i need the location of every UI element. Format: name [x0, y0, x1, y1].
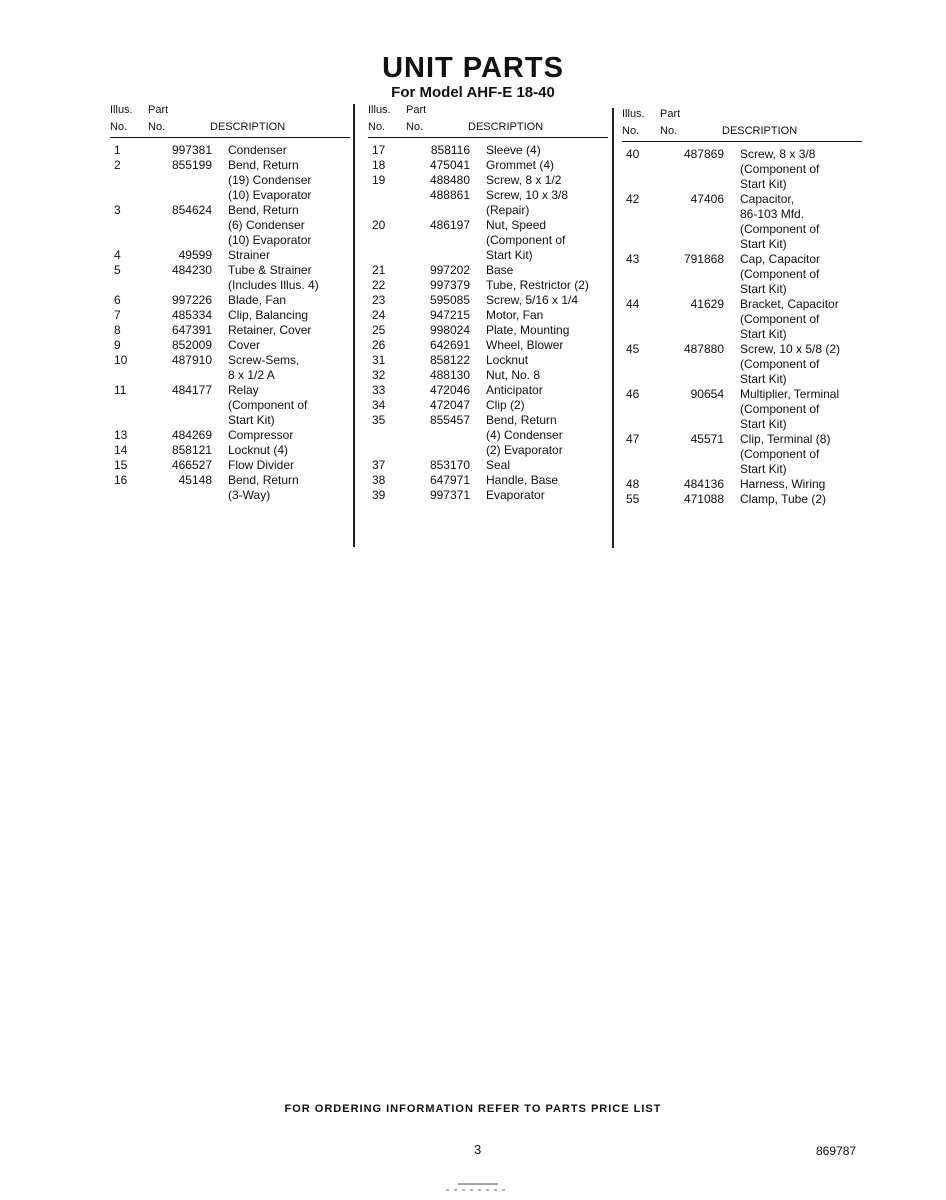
- part-row: [622, 492, 862, 507]
- illus-number: 45: [626, 342, 640, 356]
- description-line: Grommet (4): [486, 158, 555, 172]
- illus-number: 14: [114, 443, 128, 457]
- description-line: 86-103 Mfd.: [740, 207, 805, 221]
- part-row: [368, 263, 608, 278]
- part-description: [486, 383, 608, 398]
- part-number: 488480: [429, 173, 470, 187]
- part-row: [110, 143, 350, 158]
- part-row: [368, 158, 608, 173]
- column-divider: [353, 104, 355, 547]
- part-number: 791868: [683, 252, 724, 266]
- illus-number: 32: [372, 368, 386, 382]
- part-description: [740, 192, 862, 252]
- description-line: Clip (2): [486, 398, 525, 412]
- description-line: Bend, Return: [228, 158, 299, 172]
- description-line: Sleeve (4): [486, 143, 541, 157]
- part-number: 487910: [171, 353, 212, 367]
- description-line: (4) Condenser: [486, 428, 563, 442]
- part-description: [486, 143, 608, 158]
- description-line: Cap, Capacitor: [740, 252, 821, 266]
- part-description: [486, 293, 608, 308]
- part-number: 997371: [429, 488, 470, 502]
- illus-number: 21: [372, 263, 386, 277]
- header-no: No.: [368, 121, 386, 133]
- header-no: No.: [406, 121, 424, 133]
- part-description: [228, 323, 350, 338]
- description-line: Retainer, Cover: [228, 323, 312, 337]
- part-row: [368, 398, 608, 413]
- description-line: Screw, 10 x 3/8: [486, 188, 569, 202]
- part-row: [110, 293, 350, 308]
- part-number: 484230: [171, 263, 212, 277]
- part-number: 997379: [429, 278, 470, 292]
- part-description: [740, 492, 862, 507]
- description-line: Seal: [486, 458, 511, 472]
- description-line: Compressor: [228, 428, 294, 442]
- illus-number: 40: [626, 147, 640, 161]
- description-line: Cover: [228, 338, 261, 352]
- part-description: [486, 458, 608, 473]
- part-number: 475041: [429, 158, 470, 172]
- part-row: [110, 158, 350, 203]
- part-description: [228, 428, 350, 443]
- illus-number: 1: [114, 143, 121, 157]
- part-row: [622, 387, 862, 432]
- page-number: 3: [474, 1142, 482, 1157]
- description-line: Start Kit): [228, 413, 275, 427]
- illus-number: 42: [626, 192, 640, 206]
- part-description: [486, 158, 608, 173]
- header-no: No.: [148, 121, 166, 133]
- illus-number: 47: [626, 432, 640, 446]
- part-row: [110, 338, 350, 353]
- part-number: 997226: [171, 293, 212, 307]
- illus-number: 8: [114, 323, 121, 337]
- description-line: Screw, 10 x 5/8 (2): [740, 342, 841, 356]
- part-description: [740, 342, 862, 387]
- part-number: 642691: [429, 338, 470, 352]
- part-description: [228, 353, 350, 383]
- part-description: [228, 458, 350, 473]
- part-description: [228, 248, 350, 263]
- part-number: 466527: [171, 458, 212, 472]
- part-number: 647971: [429, 473, 470, 487]
- part-row: [622, 297, 862, 342]
- part-number: 853170: [429, 458, 470, 472]
- illus-number: 34: [372, 398, 386, 412]
- description-line: Screw-Sems,: [228, 353, 300, 367]
- part-number: 997202: [429, 263, 470, 277]
- description-line: 8 x 1/2 A: [228, 368, 275, 382]
- part-number: 486197: [429, 218, 470, 232]
- document-number: 869787: [816, 1144, 857, 1158]
- description-line: Start Kit): [740, 282, 787, 296]
- description-line: Relay: [228, 383, 259, 397]
- part-row: [368, 173, 608, 188]
- part-description: [740, 252, 862, 297]
- part-row: [622, 477, 862, 492]
- part-number: 472047: [429, 398, 470, 412]
- illus-number: 11: [114, 383, 127, 397]
- description-line: (Includes Illus. 4): [228, 278, 319, 292]
- description-line: Anticipator: [486, 383, 543, 397]
- part-description: [228, 443, 350, 458]
- parts-rows: [622, 147, 862, 507]
- description-line: (6) Condenser: [228, 218, 305, 232]
- part-description: [228, 263, 350, 293]
- part-number: 471088: [683, 492, 724, 506]
- description-line: Start Kit): [740, 327, 787, 341]
- part-description: [228, 158, 350, 203]
- description-line: (Component of: [740, 312, 820, 326]
- part-description: [486, 473, 608, 488]
- description-line: Clip, Balancing: [228, 308, 309, 322]
- description-line: Screw, 5/16 x 1/4: [486, 293, 579, 307]
- description-line: Strainer: [228, 248, 271, 262]
- description-line: Multiplier, Terminal: [740, 387, 840, 401]
- part-number: 858116: [430, 143, 470, 157]
- description-line: Locknut (4): [228, 443, 289, 457]
- description-line: (Component of: [740, 267, 820, 281]
- part-row: [110, 308, 350, 323]
- description-line: Locknut: [486, 353, 529, 367]
- illus-number: 15: [114, 458, 128, 472]
- header-part: Part: [406, 104, 427, 116]
- illus-number: 48: [626, 477, 640, 491]
- part-description: [486, 338, 608, 353]
- description-line: (Component of: [228, 398, 308, 412]
- part-number: 488861: [429, 188, 470, 202]
- part-description: [486, 173, 608, 188]
- page-subtitle: For Model AHF-E 18-40: [391, 84, 555, 101]
- illus-number: 3: [114, 203, 121, 217]
- illus-number: 37: [372, 458, 386, 472]
- header-rule: [368, 137, 608, 138]
- part-row: [368, 278, 608, 293]
- part-number: 45571: [690, 432, 724, 446]
- part-row: [622, 432, 862, 477]
- description-line: Clip, Terminal (8): [740, 432, 831, 446]
- illus-number: 18: [372, 158, 386, 172]
- part-row: [622, 147, 862, 192]
- description-line: Bend, Return: [486, 413, 557, 427]
- description-line: Start Kit): [740, 462, 787, 476]
- illus-number: 4: [114, 248, 121, 262]
- part-number: 484136: [683, 477, 724, 491]
- illus-number: 2: [114, 158, 121, 172]
- description-line: (Component of: [740, 357, 820, 371]
- header-illus: Illus.: [622, 108, 645, 120]
- header-description: DESCRIPTION: [722, 125, 798, 137]
- description-line: Screw, 8 x 3/8: [740, 147, 816, 161]
- description-line: Base: [486, 263, 514, 277]
- illus-number: 25: [372, 323, 386, 337]
- part-number: 854624: [171, 203, 212, 217]
- illus-number: 23: [372, 293, 386, 307]
- header-description: DESCRIPTION: [468, 121, 544, 133]
- illus-number: 20: [372, 218, 386, 232]
- illus-number: 35: [372, 413, 386, 427]
- description-line: Start Kit): [740, 177, 787, 191]
- illus-number: 17: [372, 143, 386, 157]
- part-row: [368, 338, 608, 353]
- part-description: [228, 203, 350, 248]
- header-no: No.: [110, 121, 128, 133]
- column-header: [110, 104, 350, 138]
- description-line: (Component of: [740, 402, 820, 416]
- illus-number: 9: [114, 338, 121, 352]
- part-number: 997381: [171, 143, 212, 157]
- illus-number: 10: [114, 353, 128, 367]
- part-row: [368, 218, 608, 263]
- part-number: 852009: [171, 338, 212, 352]
- part-number: 472046: [429, 383, 470, 397]
- part-number: 45148: [178, 473, 212, 487]
- part-description: [486, 368, 608, 383]
- illus-number: 39: [372, 488, 386, 502]
- part-number: 855457: [429, 413, 470, 427]
- part-row: [110, 353, 350, 383]
- part-number: 595085: [429, 293, 470, 307]
- illus-number: 7: [114, 308, 121, 322]
- part-row: [368, 458, 608, 473]
- part-description: [228, 338, 350, 353]
- header-illus: Illus.: [368, 104, 391, 116]
- part-row: [368, 188, 608, 218]
- part-row: [110, 443, 350, 458]
- scan-mark: [438, 1180, 518, 1192]
- part-row: [110, 458, 350, 473]
- description-line: Blade, Fan: [228, 293, 287, 307]
- parts-column-1: [110, 104, 350, 503]
- header-no: No.: [622, 125, 640, 137]
- description-line: (Repair): [486, 203, 530, 217]
- part-number: 855199: [171, 158, 212, 172]
- description-line: (Component of: [740, 162, 820, 176]
- description-line: Bend, Return: [228, 473, 299, 487]
- description-line: Start Kit): [740, 372, 787, 386]
- part-row: [110, 428, 350, 443]
- header-no: No.: [660, 125, 678, 137]
- column-header: [622, 108, 862, 142]
- part-row: [622, 192, 862, 252]
- part-row: [110, 263, 350, 293]
- part-row: [368, 323, 608, 338]
- description-line: Evaporator: [486, 488, 545, 502]
- header-part: Part: [660, 108, 681, 120]
- part-row: [368, 473, 608, 488]
- description-line: (3-Way): [228, 488, 271, 502]
- illus-number: 26: [372, 338, 386, 352]
- illus-number: 46: [626, 387, 640, 401]
- part-description: [740, 432, 862, 477]
- part-description: [228, 383, 350, 428]
- description-line: Flow Divider: [228, 458, 295, 472]
- part-row: [368, 368, 608, 383]
- part-number: 647391: [171, 323, 212, 337]
- parts-rows: [110, 143, 350, 503]
- part-number: 858122: [429, 353, 470, 367]
- part-description: [740, 387, 862, 432]
- part-description: [228, 473, 350, 503]
- header-rule: [622, 141, 862, 142]
- part-description: [486, 308, 608, 323]
- part-description: [486, 188, 608, 218]
- parts-rows: [368, 143, 608, 503]
- part-description: [228, 293, 350, 308]
- part-description: [486, 398, 608, 413]
- description-line: Condenser: [228, 143, 287, 157]
- description-line: Tube, Restrictor (2): [486, 278, 589, 292]
- part-description: [486, 413, 608, 458]
- part-description: [228, 308, 350, 323]
- part-number: 41629: [690, 297, 724, 311]
- header-rule: [110, 137, 350, 138]
- illus-number: 13: [114, 428, 128, 442]
- part-description: [486, 218, 608, 263]
- description-line: Motor, Fan: [486, 308, 544, 322]
- illus-number: 43: [626, 252, 640, 266]
- part-description: [740, 297, 862, 342]
- description-line: Bend, Return: [228, 203, 299, 217]
- description-line: Start Kit): [740, 237, 787, 251]
- part-number: 485334: [171, 308, 212, 322]
- part-row: [368, 383, 608, 398]
- description-line: Bracket, Capacitor: [740, 297, 839, 311]
- description-line: Start Kit): [486, 248, 533, 262]
- part-row: [368, 353, 608, 368]
- part-number: 488130: [429, 368, 470, 382]
- part-row: [368, 488, 608, 503]
- illus-number: 24: [372, 308, 386, 322]
- part-number: 947215: [429, 308, 470, 322]
- part-number: 484177: [171, 383, 212, 397]
- description-line: Clamp, Tube (2): [740, 492, 827, 506]
- description-line: (Component of: [486, 233, 566, 247]
- description-line: Handle, Base: [486, 473, 559, 487]
- column-header: [368, 104, 608, 138]
- description-line: Tube & Strainer: [228, 263, 312, 277]
- part-row: [110, 203, 350, 248]
- description-line: Capacitor,: [740, 192, 795, 206]
- description-line: (10) Evaporator: [228, 233, 312, 247]
- part-row: [368, 293, 608, 308]
- description-line: Plate, Mounting: [486, 323, 570, 337]
- illus-number: 55: [626, 492, 640, 506]
- ordering-footer: FOR ORDERING INFORMATION REFER TO PARTS PRICE LIST: [284, 1103, 662, 1115]
- part-number: 998024: [429, 323, 470, 337]
- parts-column-2: [368, 104, 608, 503]
- part-row: [110, 473, 350, 503]
- illus-number: 6: [114, 293, 121, 307]
- parts-column-3: [622, 108, 862, 507]
- description-line: Nut, No. 8: [486, 368, 541, 382]
- illus-number: 5: [114, 263, 121, 277]
- description-line: Screw, 8 x 1/2: [486, 173, 562, 187]
- part-number: 487869: [683, 147, 724, 161]
- description-line: (2) Evaporator: [486, 443, 563, 457]
- description-line: (Component of: [740, 447, 820, 461]
- part-row: [368, 143, 608, 158]
- description-line: Wheel, Blower: [486, 338, 564, 352]
- description-line: (10) Evaporator: [228, 188, 312, 202]
- description-line: Nut, Speed: [486, 218, 547, 232]
- part-row: [110, 383, 350, 428]
- part-description: [486, 278, 608, 293]
- illus-number: 19: [372, 173, 386, 187]
- part-row: [622, 342, 862, 387]
- part-number: 49599: [178, 248, 212, 262]
- illus-number: 22: [372, 278, 386, 292]
- description-line: (19) Condenser: [228, 173, 312, 187]
- header-illus: Illus.: [110, 104, 133, 116]
- part-description: [740, 147, 862, 192]
- part-row: [110, 323, 350, 338]
- description-line: (Component of: [740, 222, 820, 236]
- page-title: UNIT PARTS: [382, 52, 564, 84]
- column-divider: [612, 108, 614, 548]
- part-number: 858121: [171, 443, 212, 457]
- part-number: 47406: [690, 192, 724, 206]
- description-line: Harness, Wiring: [740, 477, 826, 491]
- part-description: [486, 353, 608, 368]
- illus-number: 31: [372, 353, 386, 367]
- header-description: DESCRIPTION: [210, 121, 286, 133]
- illus-number: 16: [114, 473, 128, 487]
- part-number: 484269: [171, 428, 212, 442]
- part-description: [486, 323, 608, 338]
- part-row: [368, 413, 608, 458]
- part-row: [110, 248, 350, 263]
- part-row: [622, 252, 862, 297]
- part-description: [486, 488, 608, 503]
- part-description: [228, 143, 350, 158]
- part-number: 487880: [683, 342, 724, 356]
- illus-number: 33: [372, 383, 386, 397]
- header-part: Part: [148, 104, 169, 116]
- part-description: [740, 477, 862, 492]
- part-number: 90654: [690, 387, 724, 401]
- illus-number: 38: [372, 473, 386, 487]
- part-row: [368, 308, 608, 323]
- illus-number: 44: [626, 297, 640, 311]
- description-line: Start Kit): [740, 417, 787, 431]
- part-description: [486, 263, 608, 278]
